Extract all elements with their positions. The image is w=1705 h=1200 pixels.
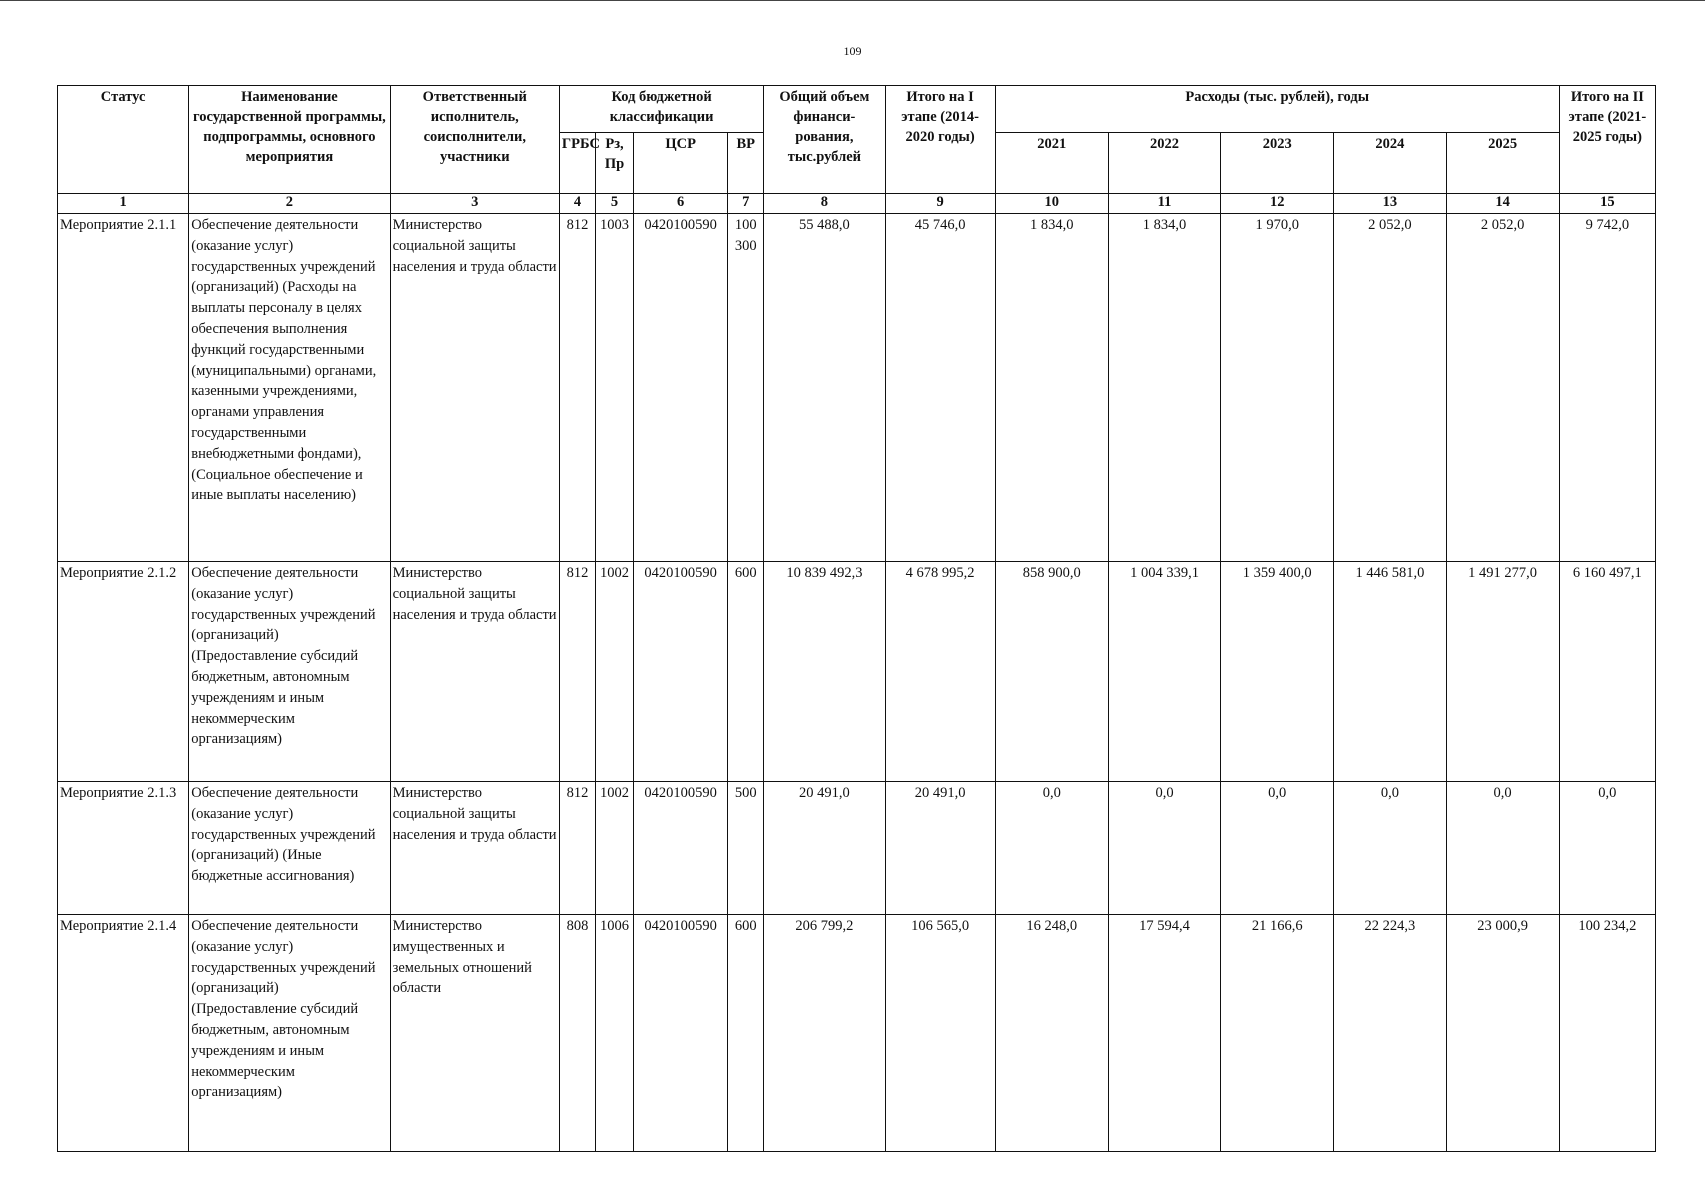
row-name: Обеспечение деятельности (оказание услуг) государственных учреждений (организаций) (Предоставление субсидий бюджетным, автономным учреждениям и иным некоммерческим организациям): [189, 562, 390, 782]
column-number: 13: [1334, 194, 1446, 214]
table-row: [58, 915, 1656, 1152]
row-2023: 1 970,0: [1221, 214, 1334, 562]
budget-table: [57, 85, 1656, 1152]
row-vr: 600: [728, 915, 764, 1152]
row-2022: 0,0: [1108, 782, 1220, 915]
row-responsible: Министерство социальной защиты населения и труда области: [390, 562, 559, 782]
row-2021: 1 834,0: [995, 214, 1108, 562]
column-number: 9: [885, 194, 995, 214]
row-stage1: 45 746,0: [885, 214, 995, 562]
header-responsible: Ответственный исполнитель, соисполнители, участники: [390, 86, 559, 194]
column-number: 3: [390, 194, 559, 214]
row-2024: 0,0: [1334, 782, 1446, 915]
column-number: 15: [1559, 194, 1655, 214]
row-2022: 17 594,4: [1108, 915, 1220, 1152]
row-rzpr: 1003: [595, 214, 633, 562]
column-number: 14: [1446, 194, 1559, 214]
row-2025: 2 052,0: [1446, 214, 1559, 562]
row-2021: 858 900,0: [995, 562, 1108, 782]
header-expenses: Расходы (тыс. рублей), годы: [995, 86, 1559, 133]
row-stage2: 0,0: [1559, 782, 1655, 915]
row-total: 10 839 492,3: [764, 562, 885, 782]
row-2021: 0,0: [995, 782, 1108, 915]
row-grbs: 812: [559, 782, 595, 915]
row-2025: 23 000,9: [1446, 915, 1559, 1152]
header-budget-code: Код бюджетной классификации: [559, 86, 763, 133]
header-vr: ВР: [728, 133, 764, 194]
header-grbs: ГРБС: [559, 133, 595, 194]
row-2022: 1 004 339,1: [1108, 562, 1220, 782]
row-status: Мероприятие 2.1.1: [58, 214, 189, 562]
column-number: 6: [634, 194, 728, 214]
row-2023: 21 166,6: [1221, 915, 1334, 1152]
row-2024: 2 052,0: [1334, 214, 1446, 562]
header-year-2024: 2024: [1334, 133, 1446, 194]
row-2023: 1 359 400,0: [1221, 562, 1334, 782]
row-status: Мероприятие 2.1.3: [58, 782, 189, 915]
row-stage1: 106 565,0: [885, 915, 995, 1152]
row-rzpr: 1002: [595, 782, 633, 915]
header-program-name: Наименование государственной программы, подпрограммы, основного мероприятия: [189, 86, 390, 194]
page-number: 109: [843, 44, 862, 58]
row-total: 20 491,0: [764, 782, 885, 915]
column-number-row: [58, 194, 1656, 214]
row-name: Обеспечение деятельности (оказание услуг) государственных учреждений (организаций) (Иные бюджетные ассигнования): [189, 782, 390, 915]
row-csr: 0420100590: [634, 915, 728, 1152]
header-year-2023: 2023: [1221, 133, 1334, 194]
row-responsible: Министерство имущественных и земельных отношений области: [390, 915, 559, 1152]
row-total: 206 799,2: [764, 915, 885, 1152]
row-responsible: Министерство социальной защиты населения и труда области: [390, 782, 559, 915]
row-rzpr: 1006: [595, 915, 633, 1152]
row-responsible: Министерство социальной защиты населения и труда области: [390, 214, 559, 562]
column-number: 8: [764, 194, 885, 214]
table-row: [58, 782, 1656, 915]
row-stage1: 4 678 995,2: [885, 562, 995, 782]
row-2025: 1 491 277,0: [1446, 562, 1559, 782]
header-year-2022: 2022: [1108, 133, 1220, 194]
header-csr: ЦСР: [634, 133, 728, 194]
row-2025: 0,0: [1446, 782, 1559, 915]
scan-top-edge: [0, 0, 1705, 1]
row-2021: 16 248,0: [995, 915, 1108, 1152]
header-rzpr: Рз, Пр: [595, 133, 633, 194]
header-status: Статус: [58, 86, 189, 194]
column-number: 5: [595, 194, 633, 214]
row-stage2: 9 742,0: [1559, 214, 1655, 562]
header-year-2021: 2021: [995, 133, 1108, 194]
row-csr: 0420100590: [634, 214, 728, 562]
column-number: 12: [1221, 194, 1334, 214]
row-stage2: 6 160 497,1: [1559, 562, 1655, 782]
row-2023: 0,0: [1221, 782, 1334, 915]
row-2024: 22 224,3: [1334, 915, 1446, 1152]
row-grbs: 812: [559, 214, 595, 562]
column-number: 7: [728, 194, 764, 214]
header-total-volume: Общий объем финанси-рования, тыс.рублей: [764, 86, 885, 194]
column-number: 4: [559, 194, 595, 214]
row-total: 55 488,0: [764, 214, 885, 562]
column-number: 1: [58, 194, 189, 214]
row-csr: 0420100590: [634, 782, 728, 915]
row-grbs: 808: [559, 915, 595, 1152]
header-stage1-total: Итого на I этапе (2014-2020 годы): [885, 86, 995, 194]
row-stage2: 100 234,2: [1559, 915, 1655, 1152]
row-status: Мероприятие 2.1.2: [58, 562, 189, 782]
column-number: 11: [1108, 194, 1220, 214]
row-stage1: 20 491,0: [885, 782, 995, 915]
row-vr: 600: [728, 562, 764, 782]
row-grbs: 812: [559, 562, 595, 782]
row-status: Мероприятие 2.1.4: [58, 915, 189, 1152]
row-vr: 500: [728, 782, 764, 915]
header-row-1: [58, 86, 1656, 133]
table-row: [58, 562, 1656, 782]
row-name: Обеспечение деятельности (оказание услуг) государственных учреждений (организаций) (Предоставление субсидий бюджетным, автономным учреждениям и иным некоммерческим организациям): [189, 915, 390, 1152]
header-stage2-total: Итого на II этапе (2021-2025 годы): [1559, 86, 1655, 194]
row-vr: 100 300: [728, 214, 764, 562]
row-2022: 1 834,0: [1108, 214, 1220, 562]
header-year-2025: 2025: [1446, 133, 1559, 194]
column-number: 10: [995, 194, 1108, 214]
row-rzpr: 1002: [595, 562, 633, 782]
row-2024: 1 446 581,0: [1334, 562, 1446, 782]
table-row: [58, 214, 1656, 562]
row-csr: 0420100590: [634, 562, 728, 782]
row-name: Обеспечение деятельности (оказание услуг) государственных учреждений (организаций) (Расходы на выплаты персоналу в целях обеспечения выполнения функций государственными (муниципальными) органами, казенными учреждениями, органами управления государственными внебюджетными фондами), (Социальное обеспечение и иные выплаты населению): [189, 214, 390, 562]
column-number: 2: [189, 194, 390, 214]
